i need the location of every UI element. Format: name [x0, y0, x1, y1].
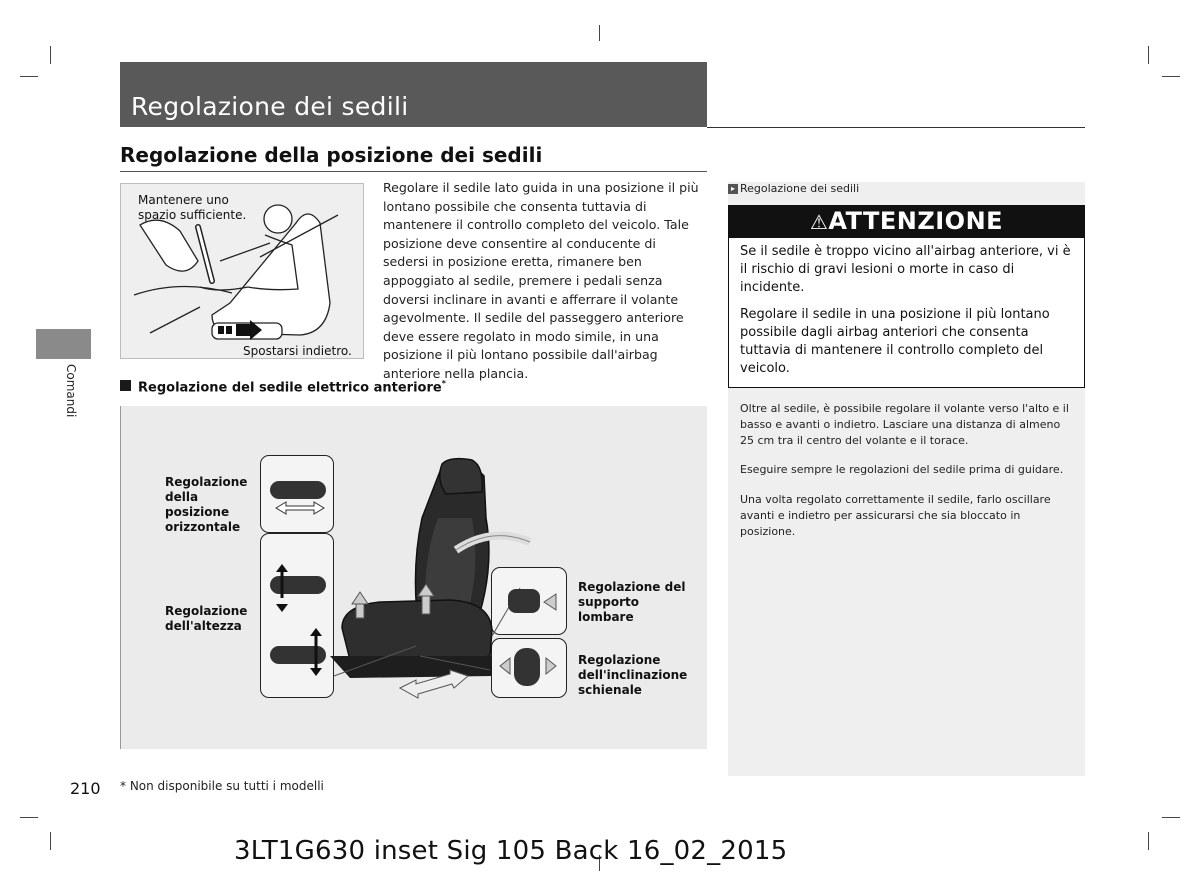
- seat-position-paragraph: Regolare il sedile lato guida in una posizione il più lontano possibile che consenta tuttavia di mantenere il controllo completo del veicolo. Tale posizione deve consentire al conducente di sedersi in posizione eretta, rimanere ben appoggiato al sedile, premere i pedali senza doversi inclinare in avanti e afferrare il volante agevolmente. Il sedile del passeggero anteriore deve essere regolato in modo simile, in una posizione il più lontano possibile dall'airbag anteriore nella plancia.: [383, 180, 699, 381]
- page-number: 210: [70, 779, 101, 798]
- power-seat-heading: [138, 379, 446, 395]
- warning-paragraph-2: Regolare il sedile in una posizione il più lontano possibile dagli airbag anteriori che consenta tuttavia di mantenere il controllo completo del veicolo.: [740, 307, 1050, 376]
- crop-mark: [20, 817, 38, 818]
- notes-reference-text: Regolazione dei sedili: [740, 182, 860, 195]
- page-title: Regolazione dei sedili: [131, 92, 409, 121]
- label-keep-space: Mantenere uno spazio sufficiente.: [138, 193, 247, 222]
- crop-mark: [1162, 817, 1180, 818]
- crop-mark: [20, 76, 38, 77]
- label-horizontal-adjust: Regolazione della posizione orizzontale: [165, 475, 248, 534]
- crop-mark: [1148, 46, 1149, 64]
- note-locked: Una volta regolato correttamente il sedile, farlo oscillare avanti e indietro per assicurarsi che sia bloccato in posizione.: [740, 493, 1051, 538]
- chevron-right-icon: ▸: [728, 184, 738, 194]
- warning-title-text: ATTENZIONE: [828, 207, 1004, 235]
- power-seat-heading-text: Regolazione del sedile elettrico anteriore: [138, 380, 442, 396]
- bullet-square: [120, 380, 131, 391]
- side-tab-label: Comandi: [64, 364, 78, 418]
- crop-mark: [599, 25, 600, 41]
- warning-paragraph-1: Se il sedile è troppo vicino all'airbag anteriore, vi è il rischio di gravi lesioni o morte in caso di incidente.: [740, 244, 1071, 295]
- label-lumbar-adjust: Regolazione del supporto lombare: [578, 580, 686, 624]
- warning-title: [728, 205, 1085, 238]
- crop-mark: [50, 46, 51, 64]
- asterisk-mark: *: [441, 379, 446, 388]
- crop-mark: [1148, 832, 1149, 850]
- label-move-back: Spostarsi indietro.: [243, 344, 352, 358]
- label-height-adjust: Regolazione dell'altezza: [165, 604, 248, 633]
- warning-triangle-icon: ⚠: [809, 210, 829, 234]
- note-adjust-before: Eseguire sempre le regolazioni del sedile prima di guidare.: [740, 463, 1064, 476]
- section-rule: [120, 171, 707, 172]
- print-code: 3LT1G630 inset Sig 105 Back 16_02_2015: [234, 836, 788, 866]
- notes-reference: [728, 182, 1085, 198]
- footnote: * Non disponibile su tutti i modelli: [120, 779, 324, 793]
- section-title: Regolazione della posizione dei sedili: [120, 143, 543, 167]
- label-recline-adjust: Regolazione dell'inclinazione schienale: [578, 653, 688, 697]
- crop-mark: [50, 832, 51, 850]
- crop-mark: [1162, 76, 1180, 77]
- header-rule: [707, 127, 1085, 128]
- side-tab: [36, 329, 91, 359]
- note-steering: Oltre al sedile, è possibile regolare il volante verso l'alto e il basso e avanti o indietro. Lasciare una distanza di almeno 25 cm tra il centro del volante e il torace.: [740, 402, 1069, 447]
